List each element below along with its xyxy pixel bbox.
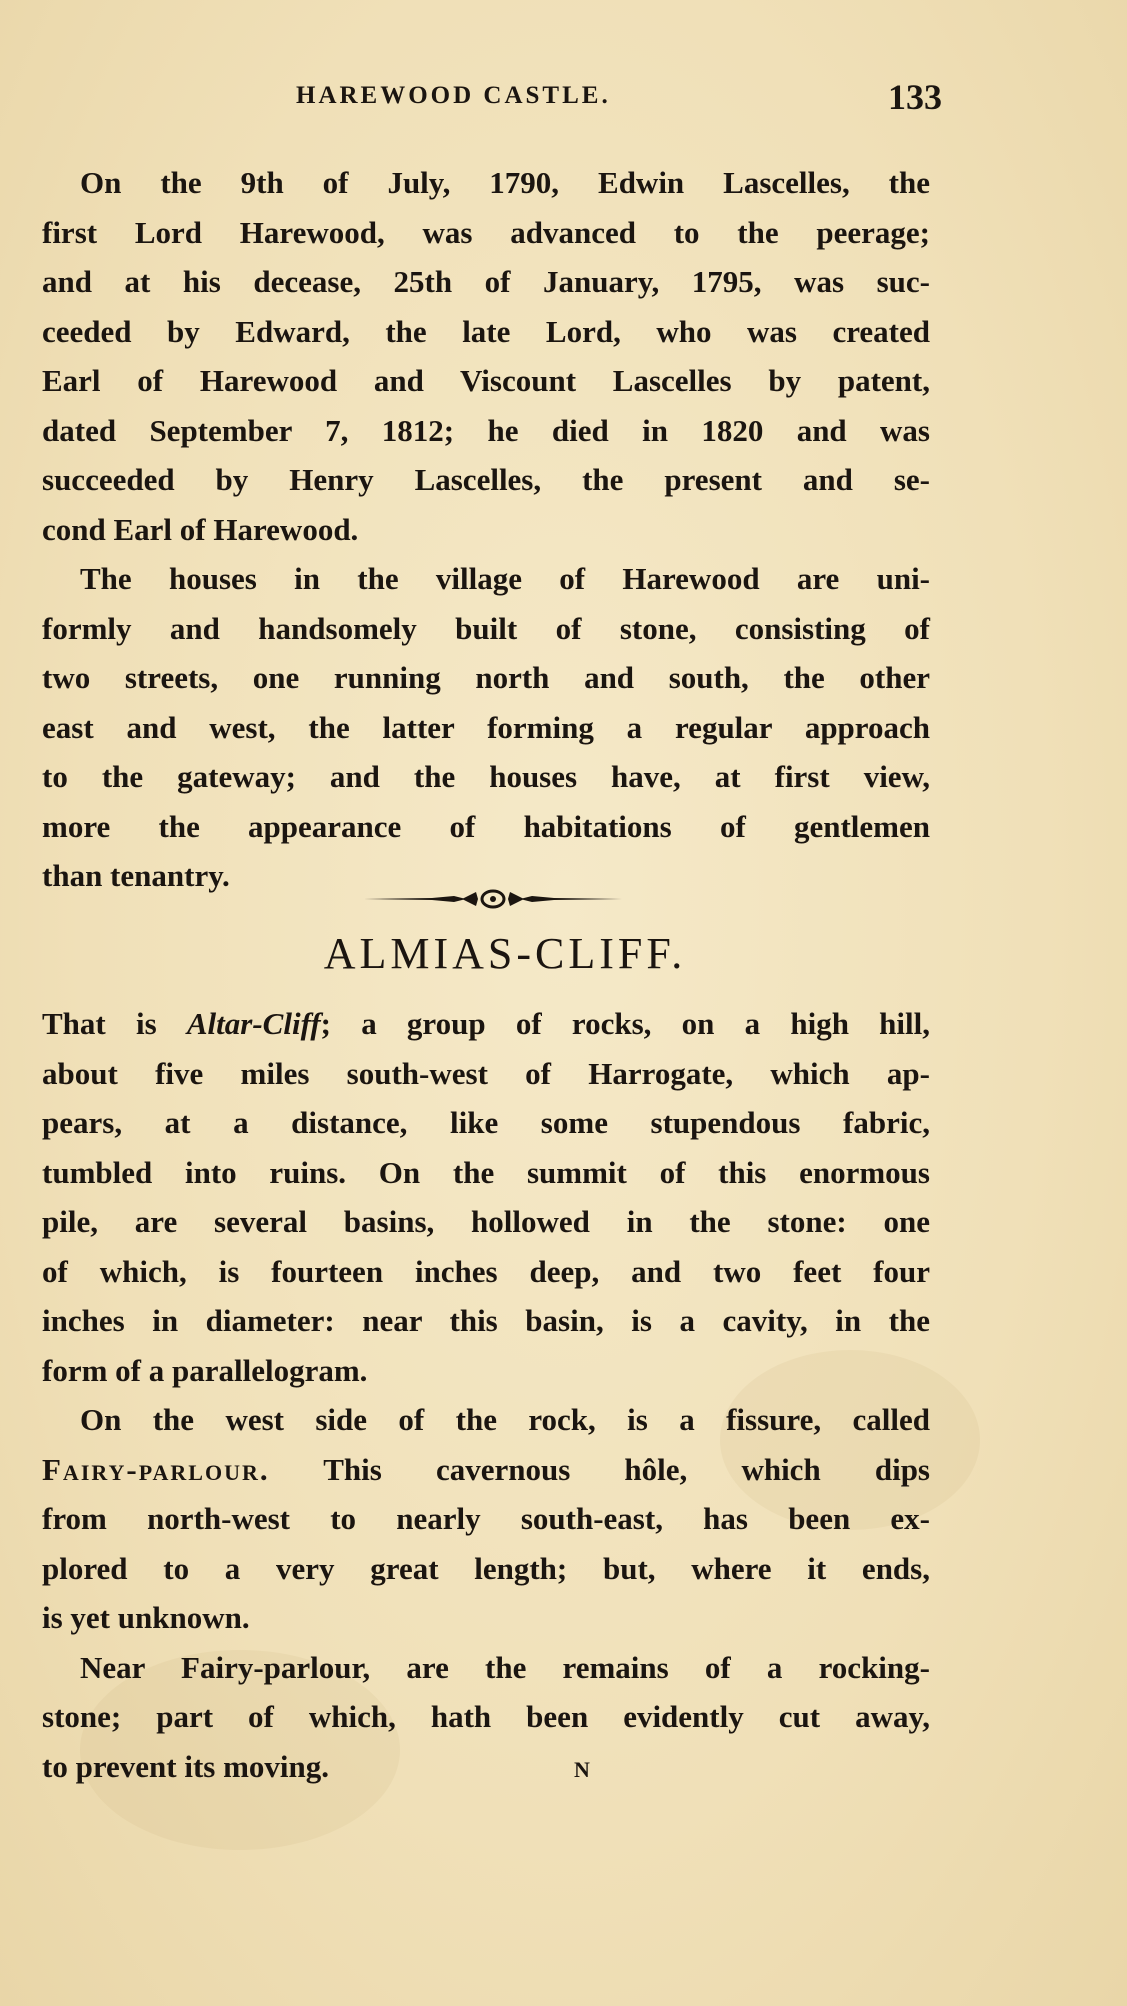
text-line: is yet unknown. <box>42 1600 250 1635</box>
text-line <box>42 999 930 1049</box>
paragraph-peerage <box>42 158 930 554</box>
paragraph-fairy-parlour <box>42 1395 930 1643</box>
section-heading: ALMIAS-CLIFF. <box>323 929 687 978</box>
text-line: Earl of Harewood and Viscount Lascelles by patent, <box>42 363 930 398</box>
emphasized-term: Altar-Cliff <box>186 1006 321 1041</box>
text-line <box>42 1445 930 1495</box>
text-line: succeeded by Henry Lascelles, the present and se- <box>42 462 930 497</box>
text-line <box>42 1742 930 1792</box>
text-line: On the 9th of July, 1790, Edwin Lascelles, the <box>80 165 930 200</box>
page-number: 133 <box>888 77 942 117</box>
running-head <box>42 78 942 118</box>
text-line: stone; part of which, hath been evidently cut away, <box>42 1699 930 1734</box>
text-line: about five miles south-west of Harrogate, which ap- <box>42 1055 930 1091</box>
text-line: two streets, one running north and south, the other <box>42 660 930 695</box>
text-line: and at his decease, 25th of January, 1795, was suc- <box>42 264 930 299</box>
running-head-title: HAREWOOD CASTLE. <box>296 82 611 109</box>
text-line: tumbled into ruins. On the summit of this enormous <box>42 1154 930 1190</box>
text-line: On the west side of the rock, is a fissure, called <box>80 1402 930 1437</box>
text-block-bottom <box>42 999 930 1791</box>
text-fragment: ; a group of rocks, on a high hill, <box>320 1006 930 1041</box>
text-line: first Lord Harewood, was advanced to the peerage; <box>42 214 930 250</box>
text-line: pile, are several basins, hollowed in the stone: one <box>42 1204 930 1239</box>
text-line: from north-west to nearly south-east, has been ex- <box>42 1501 930 1536</box>
text-line: dated September 7, 1812; he died in 1820 and was <box>42 412 930 448</box>
signature-mark: N <box>574 1756 591 1782</box>
text-line: Near Fairy-parlour, are the remains of a rocking- <box>80 1649 930 1685</box>
text-line: than tenantry. <box>42 858 230 893</box>
small-caps-term: Fairy-parlour. <box>42 1451 270 1487</box>
paragraph-altar-cliff <box>42 999 930 1395</box>
paragraph-village <box>42 554 930 901</box>
text-fragment: That is <box>42 1006 187 1041</box>
text-line: plored to a very great length; but, where it ends, <box>42 1550 930 1586</box>
text-block-top <box>42 158 930 901</box>
text-line: inches in diameter: near this basin, is a cavity, in the <box>42 1303 930 1338</box>
paragraph-rocking-stone <box>42 1643 930 1792</box>
text-line: formly and handsomely built of stone, consisting of <box>42 610 930 646</box>
section-ornament <box>362 887 624 911</box>
text-line: cond Earl of Harewood. <box>42 511 359 547</box>
text-line: pears, at a distance, like some stupendous fabric, <box>42 1105 930 1140</box>
text-line: of which, is fourteen inches deep, and two feet four <box>42 1253 930 1289</box>
text-line: The houses in the village of Harewood are uni- <box>80 561 930 596</box>
text-line: form of a parallelogram. <box>42 1352 368 1388</box>
text-fragment: to prevent its moving. <box>42 1748 330 1784</box>
text-line: more the appearance of habitations of gentlemen <box>42 808 930 844</box>
text-line: east and west, the latter forming a regular approach <box>42 709 930 745</box>
text-fragment: This cavernous hôle, which dips <box>269 1451 930 1487</box>
text-line: ceeded by Edward, the late Lord, who was created <box>42 313 930 349</box>
text-line: to the gateway; and the houses have, at first view, <box>42 759 930 794</box>
